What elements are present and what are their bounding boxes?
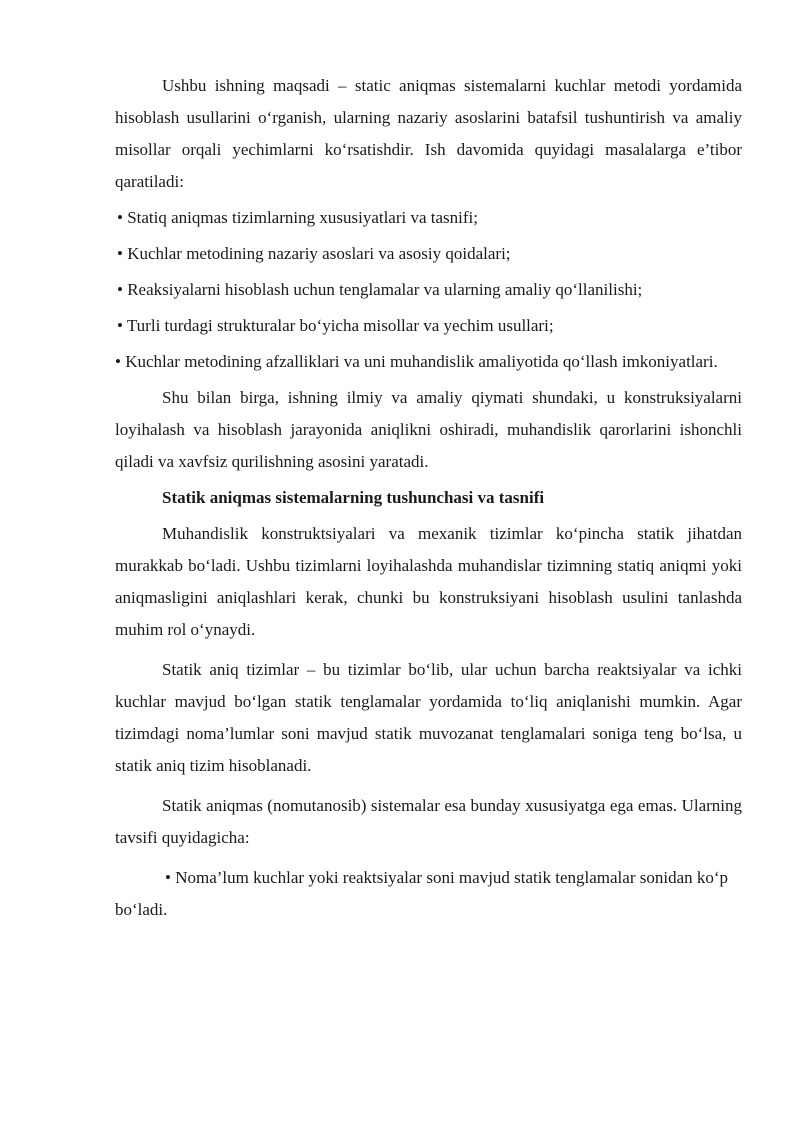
section-paragraph-2: Statik aniq tizimlar – bu tizimlar bo‘lib, ular uchun barcha reaktsiyalar va ichki kuchlar mavjud bo‘lgan statik tenglamalar yordamida to‘liq aniqlanishi mumkin. Agar tizimdagi noma’lumlar soni mavjud statik muvozanat tenglamalari soniga teng bo‘lsa, u statik aniq tizim hisoblanadi. [115,660,742,775]
final-bullet: • Noma’lum kuchlar yoki reaktsiyalar soni mavjud statik tenglamalar sonidan ko‘p bo‘ladi. [115,868,729,919]
intro-paragraph: Ushbu ishning maqsadi – static aniqmas sistemalarni kuchlar metodi yordamida hisoblash usullarini o‘rganish, ularning nazariy asoslarini batafsil tushuntirish va amaliy misollar orqali yechimlarni ko‘rsatishdir. Ish davomida quyidagi masalalarga e’tibor qaratiladi: [115,76,742,191]
value-paragraph: Shu bilan birga, ishning ilmiy va amaliy qiymati shundaki, u konstruksiyalarni loyihalash va hisoblash jarayonida aniqlikni oshiradi, muhandislik qarorlarini ishonchli qiladi va xavfsiz qurilishning asosini yaratadi. [115,388,742,471]
bullet-item-5: • Kuchlar metodining afzalliklari va uni muhandislik amaliyotida qo‘llash imkoniyatlari. [115,352,718,371]
section-heading: Statik aniqmas sistemalarning tushunchasi va tasnifi [162,488,545,507]
document-page [115,70,742,926]
bullet-item-1: • Statiq aniqmas tizimlarning xususiyatlari va tasnifi; [117,208,479,227]
bullet-item-3: • Reaksiyalarni hisoblash uchun tenglamalar va ularning amaliy qo‘llanilishi; [117,280,643,299]
section-paragraph-1: Muhandislik konstruktsiyalari va mexanik tizimlar ko‘pincha statik jihatdan murakkab bo‘ladi. Ushbu tizimlarni loyihalashda muhandislar tizimning statiq aniqmi yoki aniqmasligini aniqlashlari kerak, chunki bu konstruksiyani hisoblash usulini tanlashda muhim rol o‘ynaydi. [115,524,742,639]
bullet-item-2: • Kuchlar metodining nazariy asoslari va asosiy qoidalari; [117,244,511,263]
section-paragraph-3: Statik aniqmas (nomutanosib) sistemalar esa bunday xususiyatga ega emas. Ularning tavsifi quyidagicha: [115,796,742,847]
bullet-item-4: • Turli turdagi strukturalar bo‘yicha misollar va yechim usullari; [117,316,554,335]
